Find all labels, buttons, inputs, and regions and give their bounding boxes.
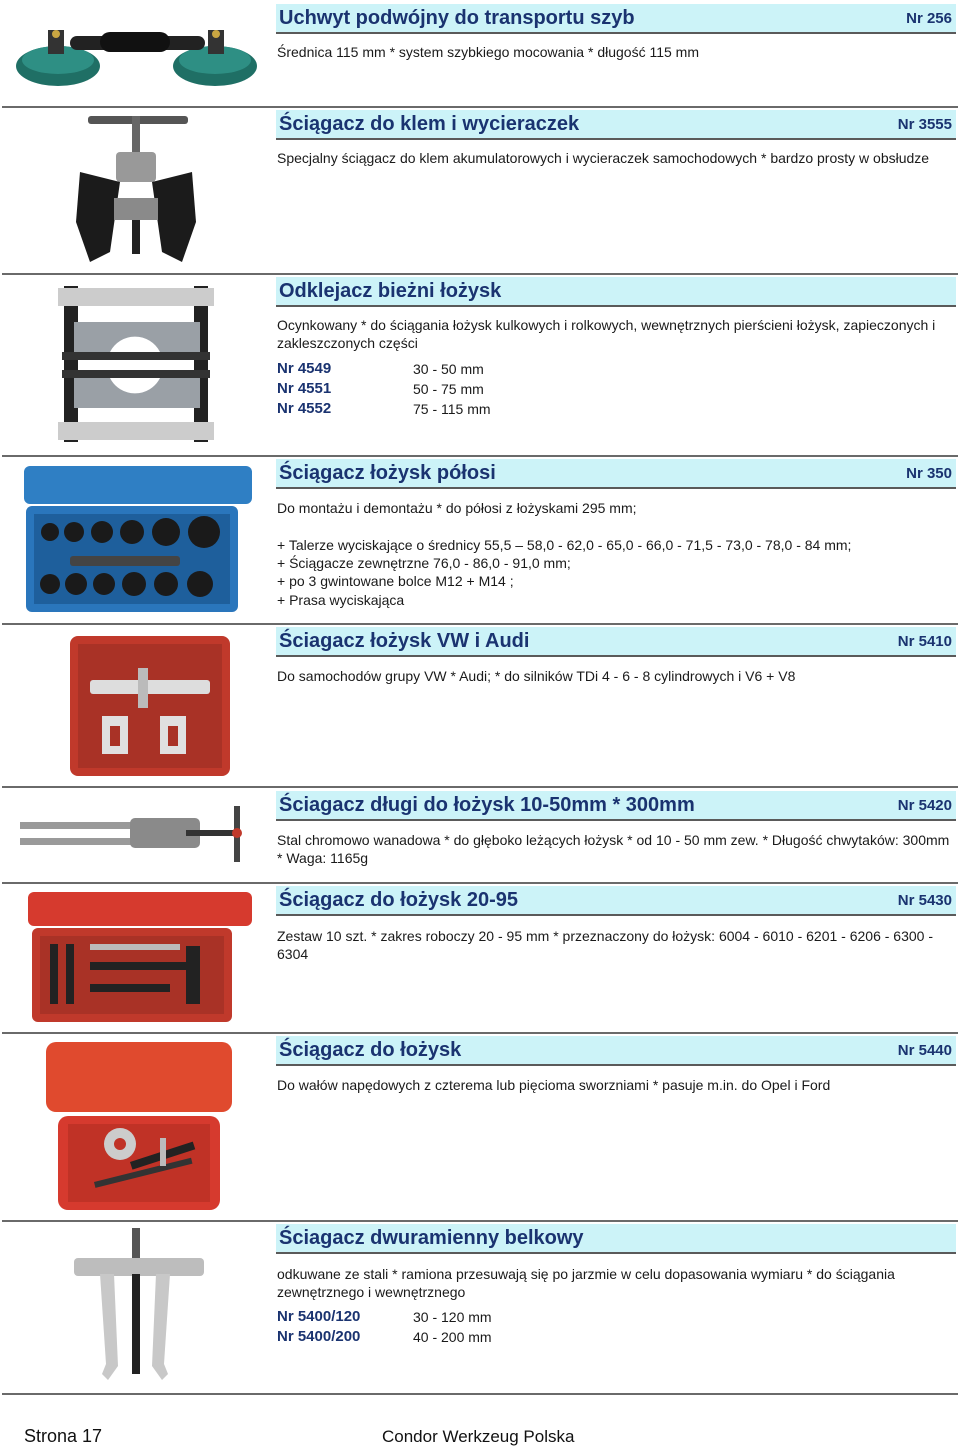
red-case-puller-icon bbox=[10, 632, 260, 778]
section-divider bbox=[2, 1393, 958, 1395]
product-description: Zestaw 10 szt. * zakres roboczy 20 - 95 mm * przeznaczony do łożysk: 6004 - 6010 - 6201 - 6206 - 6300 - 6304 bbox=[277, 928, 933, 962]
product-title: Ściągacz do klem i wycieraczek bbox=[279, 113, 580, 135]
variant-size: 40 - 200 mm bbox=[413, 1329, 492, 1345]
product-title: Uchwyt podwójny do transportu szyb bbox=[279, 7, 635, 29]
variant-size: 75 - 115 mm bbox=[413, 401, 491, 417]
product-number: Nr 350 bbox=[906, 465, 952, 482]
section-divider bbox=[2, 106, 958, 108]
product-description: Stal chromowo wanadowa * do głęboko leżących łożysk * od 10 - 50 mm zew. * Długość chwytaków: 300mm * Waga: 1165g bbox=[277, 832, 950, 866]
variant-number: Nr 4552 bbox=[277, 400, 332, 417]
two-arm-puller-icon bbox=[10, 1226, 260, 1384]
variant-number: Nr 4551 bbox=[277, 380, 332, 397]
product-header bbox=[276, 277, 956, 307]
variant-size: 30 - 120 mm bbox=[413, 1309, 492, 1325]
red-case-hub-puller-icon bbox=[10, 1038, 260, 1214]
blue-toolcase-icon bbox=[10, 462, 260, 616]
product-header bbox=[276, 4, 956, 34]
section-divider bbox=[2, 623, 958, 625]
terminal-puller-icon bbox=[10, 112, 260, 268]
company-name: Condor Werkzeug Polska bbox=[382, 1427, 575, 1446]
variant-number: Nr 5400/200 bbox=[277, 1328, 361, 1345]
section-divider bbox=[2, 1032, 958, 1034]
product-number: Nr 5430 bbox=[897, 892, 952, 909]
product-image-suction-lifter bbox=[10, 8, 260, 92]
suction-lifter-icon bbox=[10, 8, 260, 92]
product-title: Ściągacz łożysk półosi bbox=[279, 462, 496, 484]
product-number: Nr 5440 bbox=[897, 1042, 952, 1059]
product-image-two-arm-puller bbox=[10, 1226, 260, 1384]
product-image-red-case-hub-puller bbox=[10, 1038, 260, 1214]
page-number: Strona 17 bbox=[24, 1426, 103, 1446]
product-header bbox=[276, 1036, 956, 1066]
variant-number: Nr 5400/120 bbox=[277, 1308, 361, 1325]
product-detail-line: + Talerze wyciskające o średnicy 55,5 – 58,0 - 62,0 - 65,0 - 66,0 - 71,5 - 73,0 - 78,0 - 84 mm; bbox=[277, 537, 852, 553]
product-description: Do wałów napędowych z czterema lub pięcioma sworzniami * pasuje m.in. do Opel i Ford bbox=[277, 1077, 831, 1093]
product-number: Nr 5420 bbox=[897, 797, 952, 814]
product-title: Ściągacz do łożysk bbox=[279, 1039, 462, 1061]
product-number: Nr 5410 bbox=[897, 633, 952, 650]
product-number: Nr 256 bbox=[906, 10, 952, 27]
product-header bbox=[276, 791, 956, 821]
product-description: odkuwane ze stali * ramiona przesuwają się po jarzmie w celu dopasowania wymiaru * do ściągania zewnętrznego i wewnętrznego bbox=[277, 1266, 895, 1300]
product-header bbox=[276, 886, 956, 916]
section-divider bbox=[2, 882, 958, 884]
variant-size: 30 - 50 mm bbox=[413, 361, 484, 377]
product-detail-line: + Ściągacze zewnętrzne 76,0 - 86,0 - 91,0 mm; bbox=[277, 555, 571, 571]
red-case-set-icon bbox=[10, 888, 260, 1026]
section-divider bbox=[2, 455, 958, 457]
variant-size: 50 - 75 mm bbox=[413, 381, 484, 397]
product-title: Ściągacz do łożysk 20-95 bbox=[279, 889, 519, 911]
product-image-long-puller bbox=[10, 796, 260, 872]
product-description: Ocynkowany * do ściągania łożysk kulkowych i rolkowych, wewnętrznych pierścieni łożysk, zapieczonych i zakleszczonych części bbox=[277, 317, 936, 351]
product-description: Średnica 115 mm * system szybkiego mocowania * długość 115 mm bbox=[277, 44, 699, 60]
product-image-red-case-puller bbox=[10, 632, 260, 778]
section-divider bbox=[2, 1220, 958, 1222]
product-description: Do montażu i demontażu * do półosi z łożyskami 295 mm; bbox=[277, 500, 637, 516]
product-header bbox=[276, 627, 956, 657]
product-header bbox=[276, 1224, 956, 1254]
product-image-bearing-separator bbox=[10, 282, 260, 446]
product-detail-line: + Prasa wyciskająca bbox=[277, 592, 405, 608]
product-title: Ściagacz łożysk VW i Audi bbox=[279, 630, 530, 652]
product-image-blue-toolcase bbox=[10, 462, 260, 616]
product-detail-line: + po 3 gwintowane bolce M12 + M14 ; bbox=[277, 573, 514, 589]
product-title: Ściagacz dwuramienny belkowy bbox=[279, 1227, 584, 1249]
long-puller-icon bbox=[10, 796, 260, 872]
bearing-separator-icon bbox=[10, 282, 260, 446]
product-description: Do samochodów grupy VW * Audi; * do silników TDi 4 - 6 - 8 cylindrowych i V6 + V8 bbox=[277, 668, 796, 684]
variant-number: Nr 4549 bbox=[277, 360, 332, 377]
product-header bbox=[276, 459, 956, 489]
product-description: Specjalny ściągacz do klem akumulatorowych i wycieraczek samochodowych * bardzo prosty w obsłudze bbox=[277, 150, 930, 166]
product-header bbox=[276, 110, 956, 140]
product-image-red-case-set bbox=[10, 888, 260, 1026]
product-number: Nr 3555 bbox=[897, 116, 952, 133]
section-divider bbox=[2, 273, 958, 275]
section-divider bbox=[2, 786, 958, 788]
product-image-terminal-puller bbox=[10, 112, 260, 268]
product-title: Ściagacz długi do łożysk 10-50mm * 300mm bbox=[279, 794, 695, 816]
product-title: Odklejacz bieżni łożysk bbox=[279, 280, 502, 302]
